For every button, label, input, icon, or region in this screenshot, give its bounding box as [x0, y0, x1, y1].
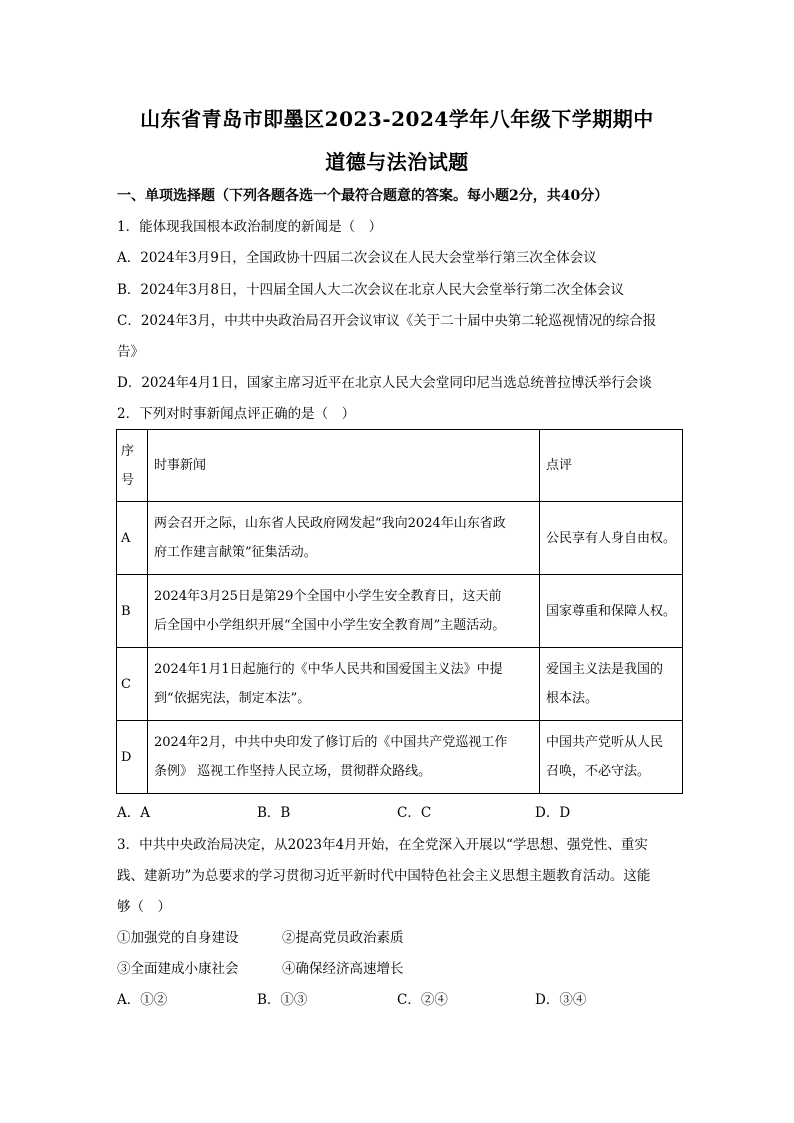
q2-option-a: A．A	[117, 805, 150, 821]
q3-item-2: ②提高党员政治素质	[282, 930, 404, 946]
table-header-row	[117, 430, 683, 502]
row-news-line1: 2024年3月25日是第29个全国中小学生安全教育日，这天前	[154, 589, 502, 604]
news-table	[116, 429, 683, 794]
q3-item-4: ④确保经济高速增长	[282, 961, 404, 977]
row-comment-line2: 根本法。	[546, 691, 599, 706]
header-seq	[117, 430, 148, 502]
row-comment	[540, 502, 683, 575]
q3-item-3: ③全面建成小康社会	[117, 961, 239, 977]
row-comment-line1: 中国共产党听从人民	[546, 735, 664, 750]
row-news	[148, 648, 540, 721]
header-seq-line2: 号	[121, 472, 135, 488]
q3-option-d: D．③④	[535, 992, 587, 1008]
table-row	[117, 648, 683, 721]
q2-option-c: C．C	[397, 805, 432, 821]
row-news	[148, 575, 540, 648]
row-comment-line1: 公民享有人身自由权。	[546, 530, 677, 546]
q2-stem: 2．下列对时事新闻点评正确的是（ ）	[117, 406, 356, 422]
row-comment-line1: 爱国主义法是我国的	[546, 662, 664, 677]
row-news-line2: 条例》 巡视工作坚持人民立场，贯彻群众路线。	[154, 764, 432, 779]
q3-stem-line2: 践、建新功”为总要求的学习贯彻习近平新时代中国特色社会主义思想主题教育活动。这能	[117, 868, 651, 884]
q1-stem: 1．能体现我国根本政治制度的新闻是（ ）	[117, 219, 383, 235]
row-news	[148, 721, 540, 794]
row-seq: C	[117, 648, 148, 721]
q3-option-a: A．①②	[117, 992, 168, 1008]
row-news-line2: 后全国中小学组织开展“全国中小学生安全教育周”主题活动。	[154, 618, 506, 633]
row-seq: D	[117, 721, 148, 794]
table-row	[117, 721, 683, 794]
row-comment	[540, 575, 683, 648]
header-news: 时事新闻	[148, 430, 540, 502]
q1-option-a: A．2024年3月9日，全国政协十四届二次会议在人民大会堂举行第三次全体会议	[117, 250, 597, 266]
q2-option-b: B．B	[257, 805, 291, 821]
q3-stem-line1: 3．中共中央政治局决定，从2023年4月开始，在全党深入开展以“学思想、强党性、重实	[117, 837, 648, 853]
row-news-line2: 府工作建言献策”征集活动。	[154, 545, 317, 560]
section-heading: 一、单项选择题（下列各题各选一个最符合题意的答案。每小题2分，共40分）	[117, 188, 609, 204]
q2-option-d: D．D	[535, 805, 571, 821]
q1-option-c-cont: 告》	[117, 344, 144, 360]
header-comment: 点评	[540, 430, 683, 502]
q1-option-c: C．2024年3月，中共中央政治局召开会议审议《关于二十届中央第二轮巡视情况的综合报	[117, 313, 657, 329]
table-row	[117, 575, 683, 648]
row-comment-line1: 国家尊重和保障人权。	[546, 603, 677, 619]
exam-title-line1: 山东省青岛市即墨区2023-2024学年八年级下学期期中	[140, 107, 654, 131]
row-news-line1: 两会召开之际，山东省人民政府网发起“我向2024年山东省政	[154, 516, 506, 531]
row-news-line2: 到“依据宪法，制定本法”。	[154, 691, 311, 706]
q3-option-c: C．②④	[397, 992, 448, 1008]
row-seq: A	[117, 502, 148, 575]
q1-option-b: B．2024年3月8日，十四届全国人大二次会议在北京人民大会堂举行第二次全体会议	[117, 282, 624, 298]
exam-title-line2: 道德与法治试题	[325, 150, 469, 174]
table-row	[117, 502, 683, 575]
row-news-line1: 2024年1月1日起施行的《中华人民共和国爱国主义法》中提	[154, 662, 503, 677]
header-seq-line1: 序	[121, 443, 135, 459]
row-comment-line2: 召唤，不必守法。	[546, 764, 651, 779]
q3-option-b: B．①③	[257, 992, 308, 1008]
q3-item-1: ①加强党的自身建设	[117, 930, 239, 946]
row-news	[148, 502, 540, 575]
row-comment	[540, 721, 683, 794]
row-seq: B	[117, 575, 148, 648]
row-news-line1: 2024年2月，中共中央印发了修订后的《中国共产党巡视工作	[154, 735, 508, 750]
q1-option-d: D．2024年4月1日，国家主席习近平在北京人民大会堂同印尼当选总统普拉博沃举行会谈	[117, 375, 652, 391]
q3-stem-line3: 够（ ）	[117, 899, 171, 915]
row-comment	[540, 648, 683, 721]
